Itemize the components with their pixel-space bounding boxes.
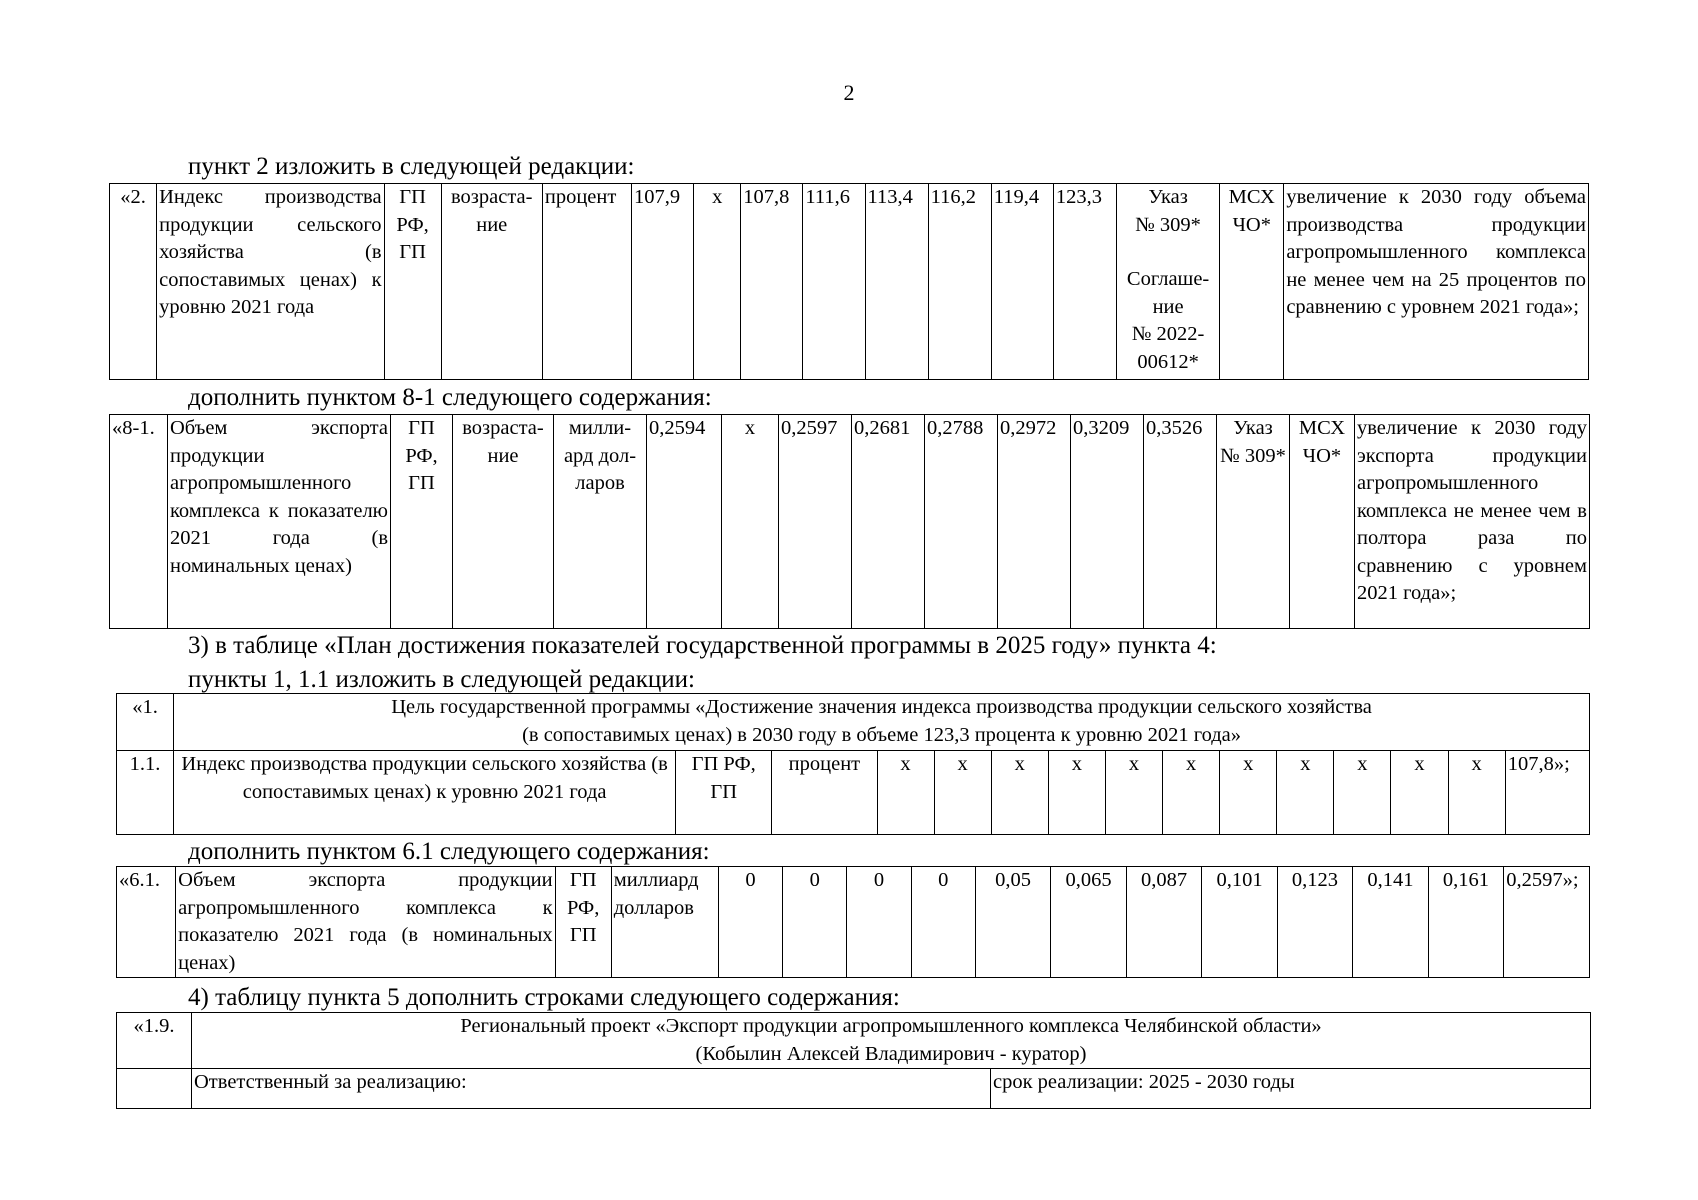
empty-cell <box>117 1069 192 1109</box>
table-row <box>117 751 1590 835</box>
indicator-level: ГП РФ, ГП <box>555 867 611 978</box>
heading-punkt-2: пункт 2 изложить в следующей редакции: <box>188 153 635 180</box>
heading-item-4: 4) таблицу пункта 5 дополнить строками следующего содержания: <box>188 984 900 1011</box>
month-value: 0,065 <box>1051 867 1126 978</box>
month-value: х <box>1105 751 1162 835</box>
page-number: 2 <box>843 80 855 105</box>
implementation-period: срок реализации: 2025 - 2030 годы <box>991 1069 1591 1109</box>
document-ukaz: Указ № 309* <box>1135 186 1201 236</box>
document-agreement: Соглаше- ние № 2022- 00612* <box>1126 268 1210 373</box>
unit: процент <box>772 751 877 835</box>
value-cell: 0,2597 <box>779 415 852 629</box>
heading-punkty-1-1-1: пункты 1, 1.1 изложить в следующей редакции: <box>188 666 695 693</box>
value-cell: х <box>694 184 741 380</box>
table-punkt-6-1 <box>116 866 1590 978</box>
table-row <box>117 1069 1591 1109</box>
responsible: МСХ ЧО* <box>1220 184 1284 380</box>
unit: миллиард долларов <box>611 867 718 978</box>
month-value: 0,087 <box>1126 867 1201 978</box>
documents <box>1117 184 1220 380</box>
value-cell: 0,3209 <box>1071 415 1144 629</box>
table-row <box>117 867 1590 978</box>
month-value: х <box>1220 751 1277 835</box>
value-cell: 0,2788 <box>925 415 998 629</box>
month-value: х <box>1334 751 1391 835</box>
base-value: 0,2594 <box>647 415 722 629</box>
value-cell: 123,3 <box>1053 184 1116 380</box>
value-cell: 119,4 <box>991 184 1053 380</box>
heading-punkt-6-1: дополнить пунктом 6.1 следующего содержания: <box>188 838 710 865</box>
month-value: х <box>1391 751 1448 835</box>
expected-result: увеличение к 2030 году объема производства продукции агропромышленного комплекса не менее чем на 25 процентов по сравнению с уровнем 2021 года»; <box>1284 184 1589 380</box>
regional-project-title: Региональный проект «Экспорт продукции агропромышленного комплекса Челябинской области» (Кобылин Алексей Владимирович - куратор) <box>192 1013 1591 1069</box>
base-value: 107,9 <box>632 184 694 380</box>
program-goal: Цель государственной программы «Достижение значения индекса производства продукции сельского хозяйства (в сопоставимых ценах) в 2030 году в объеме 123,3 процента к уровню 2021 года» <box>174 694 1590 751</box>
month-value: 0,05 <box>975 867 1050 978</box>
month-value: 0 <box>718 867 782 978</box>
document-ukaz: Указ № 309* <box>1217 415 1290 629</box>
indicator-level: ГП РФ, ГП <box>384 184 441 380</box>
month-value: х <box>1448 751 1505 835</box>
month-value: х <box>1048 751 1105 835</box>
value-cell: 0,2972 <box>998 415 1071 629</box>
trend: возраста- ние <box>441 184 542 380</box>
month-value: 0 <box>847 867 911 978</box>
value-cell: х <box>722 415 779 629</box>
responsible: МСХ ЧО* <box>1290 415 1355 629</box>
month-value: 0,161 <box>1428 867 1503 978</box>
row-number: «1. <box>117 694 174 751</box>
value-cell: 0,2681 <box>852 415 925 629</box>
unit: милли- ард дол- ларов <box>554 415 647 629</box>
month-value: х <box>991 751 1048 835</box>
indicator-name: Объем экспорта продукции агропромышленного комплекса к показателю 2021 года (в номинальных ценах) <box>176 867 555 978</box>
trend: возраста- ние <box>453 415 554 629</box>
month-value: 0,141 <box>1353 867 1428 978</box>
row-number: «6.1. <box>117 867 176 978</box>
row-number: «8-1. <box>110 415 168 629</box>
month-value: 0,101 <box>1202 867 1277 978</box>
indicator-name: Индекс производства продукции сельского хозяйства (в сопоставимых ценах) к уровню 2021 года <box>174 751 676 835</box>
year-end-value: 0,2597»; <box>1504 867 1590 978</box>
year-end-value: 107,8»; <box>1505 751 1589 835</box>
indicator-name: Объем экспорта продукции агропромышленного комплекса к показателю 2021 года (в номинальных ценах) <box>168 415 391 629</box>
row-number: «2. <box>110 184 157 380</box>
month-value: 0,123 <box>1277 867 1352 978</box>
row-number: 1.1. <box>117 751 174 835</box>
month-value: 0 <box>783 867 847 978</box>
heading-item-3: 3) в таблице «План достижения показателей государственной программы в 2025 году» пункта 4: <box>188 632 1217 659</box>
table-punkt-8-1 <box>109 414 1590 629</box>
table-row <box>110 184 1589 380</box>
table-row-project <box>117 1013 1591 1069</box>
month-value: х <box>1277 751 1334 835</box>
value-cell: 113,4 <box>865 184 928 380</box>
month-value: х <box>1163 751 1220 835</box>
value-cell: 0,3526 <box>1144 415 1217 629</box>
table-punkt-5-rows <box>116 1012 1591 1109</box>
indicator-level: ГП РФ, ГП <box>391 415 453 629</box>
table-plan-2025 <box>116 693 1590 835</box>
table-punkt-2 <box>109 183 1589 380</box>
month-value: х <box>934 751 991 835</box>
value-cell: 107,8 <box>741 184 803 380</box>
month-value: х <box>877 751 934 835</box>
responsible-label: Ответственный за реализацию: <box>192 1069 991 1109</box>
month-value: 0 <box>911 867 975 978</box>
unit: процент <box>542 184 631 380</box>
table-row <box>110 415 1590 629</box>
indicator-level: ГП РФ, ГП <box>676 751 772 835</box>
value-cell: 116,2 <box>928 184 991 380</box>
expected-result: увеличение к 2030 году экспорта продукции агропромышленного комплекса не менее чем в полтора раза по сравнению с уровнем 2021 года»; <box>1355 415 1590 629</box>
heading-punkt-8-1: дополнить пунктом 8-1 следующего содержания: <box>188 384 712 411</box>
table-row-goal <box>117 694 1590 751</box>
value-cell: 111,6 <box>803 184 865 380</box>
indicator-name: Индекс производства продукции сельского хозяйства (в сопоставимых ценах) к уровню 2021 года <box>157 184 384 380</box>
row-number: «1.9. <box>117 1013 192 1069</box>
